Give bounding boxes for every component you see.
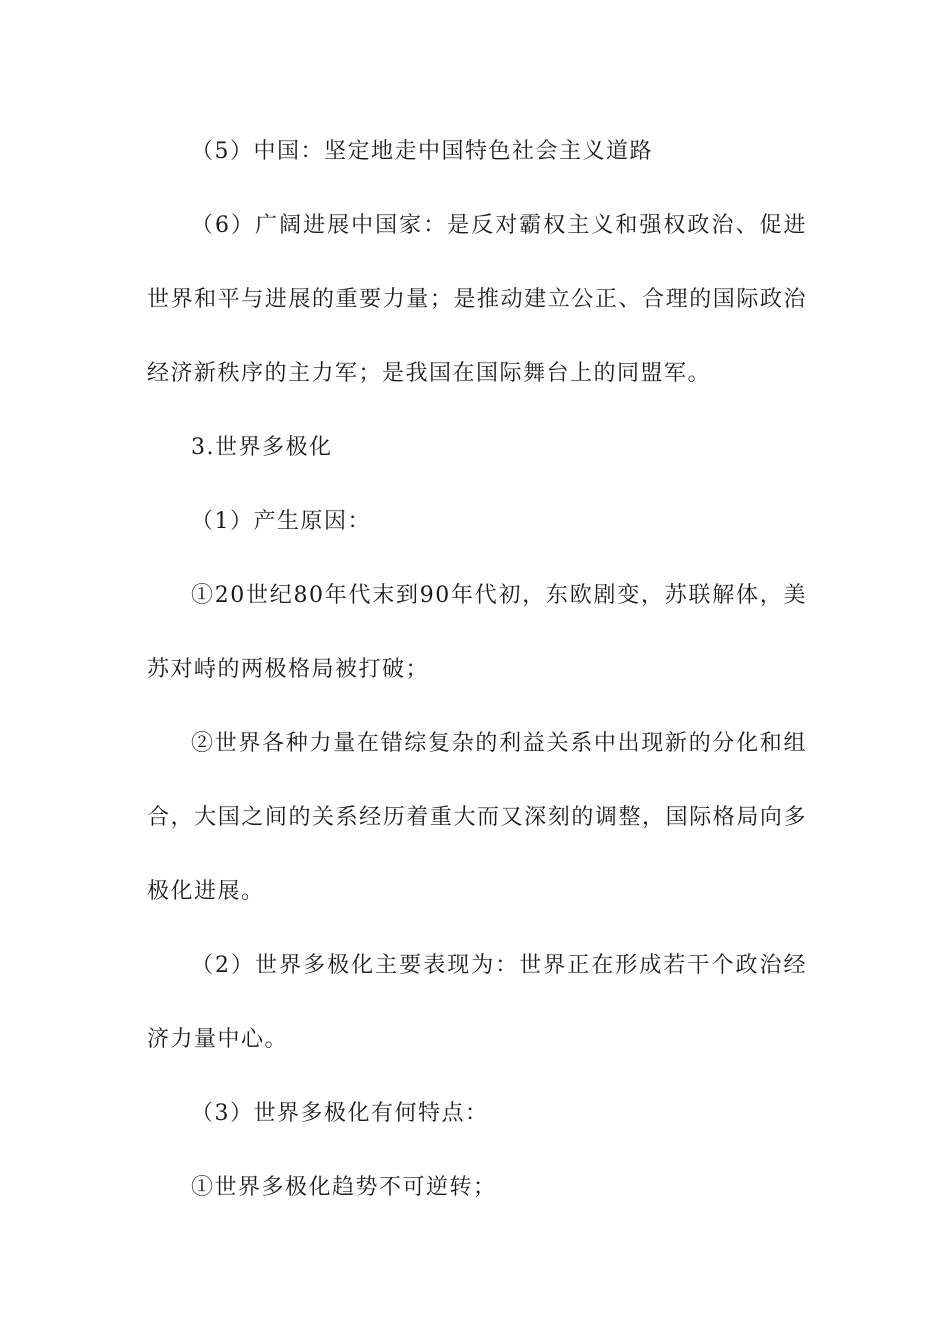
paragraph-cause-2: ②世界各种力量在错综复杂的利益关系中出现新的分化和组合，大国之间的关系经历着重大而又深刻的调整，国际格局向多极化进展。 [147, 731, 807, 904]
paragraph-china-path: （5）中国：坚定地走中国特色社会主义道路 [191, 139, 653, 164]
paragraph-cause-1: ①20世纪80年代末到90年代初，东欧剧变，苏联解体，美苏对峙的两极格局被打破； [147, 583, 807, 682]
paragraph-manifestation: （2）世界多极化主要表现为：世界正在形成若干个政治经济力量中心。 [147, 953, 807, 1052]
paragraph-feature-1: ①世界多极化趋势不可逆转； [191, 1175, 497, 1200]
paragraph-developing-countries: （6）广阔进展中国家：是反对霸权主义和强权政治、促进世界和平与进展的重要力量；是推动建立公正、合理的国际政治经济新秩序的主力军；是我国在国际舞台上的同盟军。 [147, 213, 807, 386]
section-heading-multipolarity: 3.世界多极化 [191, 435, 333, 460]
paragraph-causes-heading: （1）产生原因： [191, 509, 371, 534]
paragraph-features-heading: （3）世界多极化有何特点： [191, 1101, 489, 1126]
